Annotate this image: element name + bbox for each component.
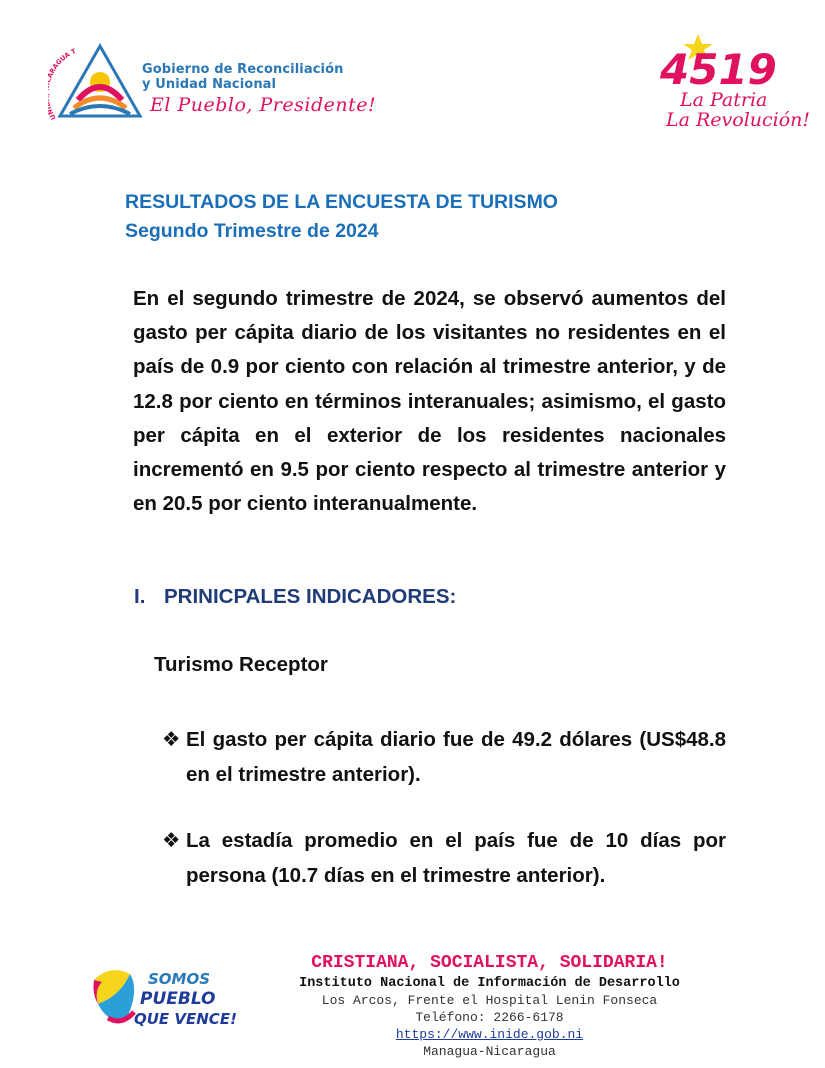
diamond-bullet-icon: ❖ <box>162 829 181 852</box>
government-logo <box>48 38 148 130</box>
title-line-1: RESULTADOS DE LA ENCUESTA DE TURISMO <box>125 191 558 213</box>
bullet-text: La estadía promedio en el país fue de 10 días por persona (10.7 días en el trimestre anterior). <box>186 829 726 887</box>
gov-line-1: Gobierno de Reconciliación <box>142 62 344 77</box>
government-header <box>142 62 376 116</box>
section-title: PRINICPALES INDICADORES: <box>164 585 457 608</box>
logo-text-somos: SOMOS <box>148 970 211 988</box>
diamond-bullet-icon: ❖ <box>162 728 181 751</box>
title-line-2: Segundo Trimestre de 2024 <box>125 220 379 242</box>
left-logo-text: U RAGUA T <box>48 47 78 122</box>
footer-institute: Instituto Nacional de Información de Desarrollo <box>299 976 680 991</box>
logo-text-que-vence: QUE VENCE! <box>134 1010 237 1028</box>
footer-phone: Teléfono: 2266-6178 <box>415 1010 564 1025</box>
footer-url-link[interactable]: https://www.inide.gob.ni <box>395 1027 584 1042</box>
footer <box>258 951 721 1060</box>
footer-motto: CRISTIANA, SOCIALISTA, SOLIDARIA! <box>311 953 668 973</box>
intro-paragraph: En el segundo trimestre de 2024, se observó aumentos del gasto per cápita diario de los visitantes no residentes en el país de 0.9 por ciento con relación al trimestre anterior, y de 12.8 por ciento en términos interanuales; asimismo, el gasto per cápita en el exterior de los residentes nacionales incrementó en 9.5 por ciento respecto al trimestre anterior y en 20.5 por ciento interanualmente. <box>133 287 726 516</box>
bullet-item <box>162 824 726 893</box>
gov-line-2: y Unidad Nacional <box>142 77 277 92</box>
section-heading <box>134 585 456 609</box>
anniversary-logo <box>658 32 811 132</box>
bullet-item <box>162 723 726 792</box>
document-title <box>125 188 558 246</box>
bullet-text: El gasto per cápita diario fue de 49.2 dólares (US$48.8 en el trimestre anterior). <box>186 728 726 786</box>
gov-slogan: El Pueblo, Presidente! <box>150 94 377 116</box>
right-logo-line-1: La Patria <box>680 89 768 111</box>
footer-address: Los Arcos, Frente el Hospital Lenin Fonseca <box>321 993 658 1008</box>
section-number: I. <box>134 585 146 608</box>
pueblo-logo <box>90 960 237 1032</box>
logo-text-pueblo: PUEBLO <box>140 989 216 1009</box>
right-logo-line-2: La Revolución! <box>666 109 811 131</box>
footer-city: Managua-Nicaragua <box>423 1044 556 1059</box>
right-logo-number: 4519 <box>660 45 777 94</box>
subsection-heading: Turismo Receptor <box>154 653 328 676</box>
